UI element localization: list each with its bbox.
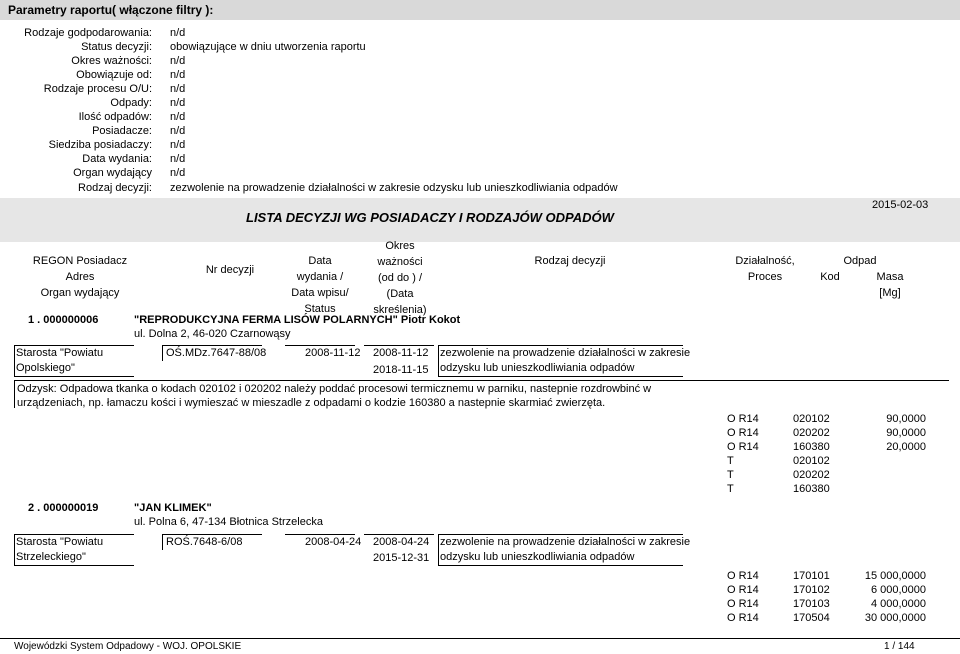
divider <box>14 534 15 566</box>
column-header-mass <box>860 269 920 301</box>
entry-decision-number: ROŚ.7648-6/08 <box>166 536 243 548</box>
param-value: n/d <box>170 167 186 179</box>
entry-valid-to: 2015-12-31 <box>373 552 430 564</box>
entry-decision-type: odzysku lub unieszkodliwiania odpadów <box>440 551 635 563</box>
param-value: n/d <box>170 97 186 109</box>
waste-mass: 20,0000 <box>886 441 926 453</box>
entry-issue-date: 2008-11-12 <box>305 347 361 359</box>
param-label: Organ wydający <box>73 167 152 179</box>
divider <box>438 345 439 377</box>
entry-valid-from: 2008-04-24 <box>373 536 430 548</box>
entry-valid-from: 2008-11-12 <box>373 347 429 359</box>
entry-index: 2 . <box>28 502 41 514</box>
divider <box>14 534 134 535</box>
entry-decision-type: odzysku lub unieszkodliwiania odpadów <box>440 362 635 374</box>
footer-page-number: 1 / 144 <box>884 641 915 652</box>
entry-index: 1 . <box>28 314 41 326</box>
waste-process: O R14 <box>727 441 759 453</box>
param-label: Posiadacze: <box>92 125 152 137</box>
column-header-code: Kod <box>820 271 840 283</box>
divider <box>14 376 134 377</box>
divider <box>162 345 262 346</box>
entry-decision-number: OŚ.MDz.7647-88/08 <box>166 347 267 359</box>
footer-system-name: Wojewódzki System Odpadowy - WOJ. OPOLSKIE <box>14 641 242 652</box>
header-line: ważności <box>377 256 423 268</box>
waste-process: O R14 <box>727 584 759 596</box>
waste-code: 170102 <box>793 584 830 596</box>
waste-code: 170504 <box>793 612 830 624</box>
column-header-decision-type: Rodzaj decyzji <box>534 255 606 267</box>
header-line: Organ wydający <box>40 287 120 299</box>
param-value: n/d <box>170 111 186 123</box>
param-value: n/d <box>170 125 186 137</box>
waste-code: 160380 <box>793 483 830 495</box>
divider <box>14 345 134 346</box>
param-value: n/d <box>170 27 186 39</box>
divider <box>438 534 439 566</box>
waste-code: 020202 <box>793 469 830 481</box>
divider <box>14 565 134 566</box>
param-label: Data wydania: <box>82 153 152 165</box>
entry-regon: 000000006 <box>43 314 99 326</box>
entry-holder: "JAN KLIMEK" <box>134 502 212 514</box>
waste-process: O R14 <box>727 427 759 439</box>
divider <box>364 345 434 346</box>
param-value: zezwolenie na prowadzenie działalności w zakresie odzysku lub unieszkodliwiania odpadów <box>170 182 618 194</box>
param-value: n/d <box>170 69 186 81</box>
header-line: Masa <box>876 271 904 283</box>
divider <box>162 534 262 535</box>
entry-note: urządzeniach, np. łamaczu kości i wymieszać w mieszadle z odpadami o kodzie 160380 a nastepnie skarmiać zwierzęta. <box>17 397 606 409</box>
entry-regon: 000000019 <box>43 502 99 514</box>
param-label: Rodzaje procesu O/U: <box>43 83 152 95</box>
divider <box>438 534 683 535</box>
divider <box>285 534 355 535</box>
header-line: Okres <box>385 240 415 252</box>
entry-address: ul. Dolna 2, 46-020 Czarnowąsy <box>134 328 291 340</box>
footer-divider <box>0 638 960 639</box>
column-header-validity <box>360 238 440 318</box>
waste-process: O R14 <box>727 570 759 582</box>
waste-code: 160380 <box>793 441 830 453</box>
divider <box>14 345 15 377</box>
header-line: (Data <box>386 288 414 300</box>
waste-process: T <box>727 483 734 495</box>
waste-process: T <box>727 469 734 481</box>
waste-code: 020202 <box>793 427 830 439</box>
param-label: Siedziba posiadaczy: <box>48 139 152 151</box>
header-line: Adres <box>65 271 95 283</box>
header-line: skreślenia) <box>373 304 427 316</box>
param-value: n/d <box>170 83 186 95</box>
param-label: Status decyzji: <box>81 41 152 53</box>
param-value: obowiązujące w dniu utworzenia raportu <box>170 41 366 53</box>
waste-code: 020102 <box>793 455 830 467</box>
waste-process: O R14 <box>727 612 759 624</box>
entry-organ: Opolskiego" <box>16 362 75 374</box>
entry-organ: Starosta "Powiatu <box>16 347 104 359</box>
entry-issue-date: 2008-04-24 <box>305 536 362 548</box>
column-header-activity <box>720 253 810 285</box>
divider <box>162 345 163 361</box>
waste-code: 020102 <box>793 413 830 425</box>
header-line: [Mg] <box>879 287 901 299</box>
entry-holder: "REPRODUKCYJNA FERMA LISÓW POLARNYCH" Piotr Kokot <box>134 314 461 326</box>
column-header-dates <box>280 253 360 317</box>
waste-mass: 4 000,0000 <box>870 598 926 610</box>
entry-organ: Strzeleckiego" <box>16 551 86 563</box>
waste-process: O R14 <box>727 598 759 610</box>
entry-decision-type: zezwolenie na prowadzenie działalności w zakresie <box>440 347 691 359</box>
param-label: Odpady: <box>110 97 152 109</box>
waste-process: T <box>727 455 734 467</box>
waste-code: 170101 <box>793 570 830 582</box>
param-value: n/d <box>170 55 186 67</box>
waste-mass: 90,0000 <box>886 413 926 425</box>
entry-number <box>28 314 98 326</box>
param-value: n/d <box>170 153 186 165</box>
divider <box>438 345 683 346</box>
entry-address: ul. Polna 6, 47-134 Błotnica Strzelecka <box>134 516 323 528</box>
waste-mass: 15 000,0000 <box>864 570 926 582</box>
waste-mass: 90,0000 <box>886 427 926 439</box>
divider <box>14 380 15 408</box>
param-label: Okres ważności: <box>71 55 152 67</box>
divider <box>364 534 434 535</box>
param-label: Ilość odpadów: <box>78 111 152 123</box>
divider <box>285 345 355 346</box>
param-value: n/d <box>170 139 186 151</box>
header-line: (od do ) / <box>377 272 423 284</box>
column-header-waste: Odpad <box>843 255 877 267</box>
filters-header-title: Parametry raportu( włączone filtry ): <box>8 3 214 17</box>
entry-organ: Starosta "Powiatu <box>16 536 104 548</box>
divider <box>438 376 683 377</box>
header-line: Status <box>304 303 336 315</box>
waste-mass: 30 000,0000 <box>864 612 926 624</box>
header-line: REGON Posiadacz <box>32 255 128 267</box>
param-label: Obowiązuje od: <box>76 69 152 81</box>
entry-valid-to: 2018-11-15 <box>373 364 429 376</box>
header-line: Data wpisu/ <box>291 287 349 299</box>
divider <box>438 565 683 566</box>
column-header-regon <box>0 253 160 301</box>
report-title: LISTA DECYZJI WG POSIADACZY I RODZAJÓW ODPADÓW <box>246 210 614 225</box>
header-line: Data <box>308 255 332 267</box>
column-header-decision-no: Nr decyzji <box>205 264 255 276</box>
header-line: Działalność, <box>735 255 795 267</box>
param-label: Rodzaje godpodarowania: <box>24 27 152 39</box>
param-label: Rodzaj decyzji: <box>78 182 152 194</box>
entry-note: Odzysk: Odpadowa tkanka o kodach 020102 i 020202 należy poddać procesowi termicznemu w parniku, nastepnie rozdrowbinć w <box>17 383 652 395</box>
report-date: 2015-02-03 <box>872 199 929 211</box>
divider <box>162 534 163 550</box>
entry-decision-type: zezwolenie na prowadzenie działalności w zakresie <box>440 536 691 548</box>
waste-process: O R14 <box>727 413 759 425</box>
divider <box>14 380 949 381</box>
header-line: wydania / <box>296 271 344 283</box>
entry-number <box>28 502 98 514</box>
header-line: Proces <box>747 271 783 283</box>
waste-code: 170103 <box>793 598 830 610</box>
waste-mass: 6 000,0000 <box>870 584 926 596</box>
